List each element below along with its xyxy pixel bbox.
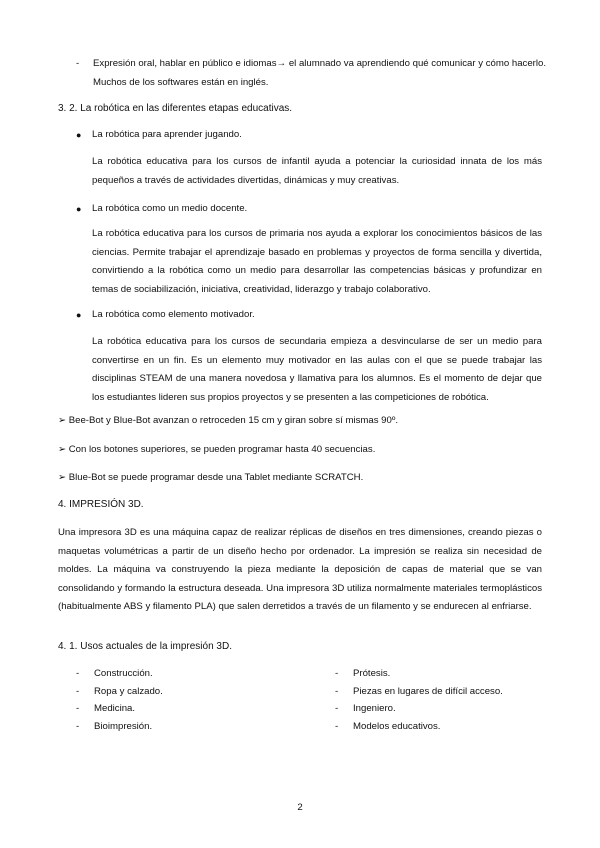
bullet-item-2 — [76, 200, 247, 219]
use-item: - Ropa y calzado. — [76, 686, 163, 697]
bullet-item-1-paragraph: La robótica educativa para los cursos de infantil ayuda a potenciar la curiosidad innata de los más pequeños a través de actividades divertidas, dinámicas y muy creativas. — [92, 156, 542, 186]
bullet-item-1 — [76, 126, 242, 145]
use-item: - Modelos educativos. — [335, 721, 441, 732]
section-4-1-title: 4. 1. Usos actuales de la impresión 3D. — [58, 641, 232, 652]
use-item: - Piezas en lugares de difícil acceso. — [335, 686, 503, 697]
use-item: - Ingeniero. — [335, 703, 396, 714]
bullet-item-3-paragraph: La robótica educativa para los cursos de secundaria empieza a desvincularse de ser un medio para convertirse en un fin. Es un elemento muy motivador en las aulas con el que se puede trabajar las disciplinas STEAM de una manera novedosa y llamativa para los alumnos. Es el momento de dejar que los estudiantes lideren sus propios proyectos y se presenten a las competiciones de robótica. — [92, 336, 542, 403]
bullet-item-2-label: La robótica como un medio docente. — [92, 203, 248, 214]
arrow-point-1: ➢ Bee-Bot y Blue-Bot avanzan o retroceden 15 cm y giran sobre sí mismas 90º. — [58, 415, 399, 426]
bullet-icon: ● — [76, 204, 82, 214]
use-item: - Construcción. — [76, 668, 153, 679]
section-4-title: 4. IMPRESIÓN 3D. — [58, 499, 144, 510]
bullet-item-3 — [76, 306, 255, 325]
intro-list-text: Expresión oral, hablar en público e idiomas→ el alumnado va aprendiendo qué comunicar y cómo hacerlo. Muchos de los softwares están en inglés. — [93, 58, 546, 88]
section-3-2-title: 3. 2. La robótica en las diferentes etapas educativas. — [58, 103, 293, 114]
arrow-point-2: ➢ Con los botones superiores, se pueden programar hasta 40 secuencias. — [58, 444, 376, 455]
use-item: - Medicina. — [76, 703, 136, 714]
bullet-item-2-paragraph: La robótica educativa para los cursos de primaria nos ayuda a explorar los conocimientos básicos de las ciencias. Permite trabajar el aprendizaje basado en problemas y proyectos de forma sencilla y divertida, convirtiendo a la robótica como un medio para desarrollar las competencias básicas y profundizar en temas de sociabilización, iniciativa, creatividad, liderazgo y trabajo colaborativo. — [92, 228, 542, 295]
section-4-paragraph: Una impresora 3D es una máquina capaz de realizar réplicas de diseños en tres dimensiones, creando piezas o maquetas volumétricas a partir de un diseño hecho por ordenador. La impresión se realiza sin necesidad de moldes. La máquina va construyendo la pieza mediante la deposición de capas de material que se van consolidando y formando la estructura deseada. Una impresora 3D utiliza normalmente materiales termoplásticos (habitualmente ABS y filamento PLA) que salen derretidos a través de un filamento y se endurecen al enfriarse. — [58, 527, 542, 613]
use-item: - Prótesis. — [335, 668, 391, 679]
bullet-icon: ● — [76, 310, 82, 320]
bullet-item-1-label: La robótica para aprender jugando. — [92, 129, 242, 140]
intro-list-item — [76, 55, 546, 92]
arrow-point-3: ➢ Blue-Bot se puede programar desde una Tablet mediante SCRATCH. — [58, 472, 364, 483]
list-dash: - — [76, 58, 80, 69]
page-number: 2 — [297, 802, 303, 813]
bullet-icon: ● — [76, 130, 82, 140]
use-item: - Bioimpresión. — [76, 721, 153, 732]
bullet-item-3-label: La robótica como elemento motivador. — [92, 309, 255, 320]
